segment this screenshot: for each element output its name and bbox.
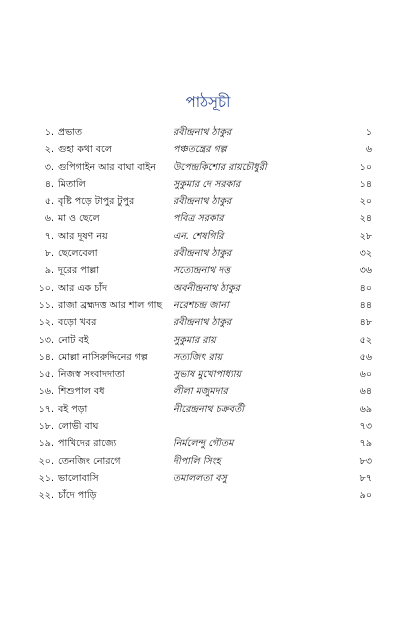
author-name: রবীন্দ্রনাথ ঠাকুর — [173, 248, 232, 260]
story-title: মিতালি — [58, 178, 86, 190]
toc-entry — [0, 435, 416, 452]
author-name: সুকুমার রায় — [173, 334, 216, 346]
story-title: গুপিগাইন আর বাঘা বাইন — [58, 161, 156, 173]
page-number: ৫২ — [359, 334, 372, 346]
toc-entry — [0, 141, 416, 158]
page-number: ২৪ — [359, 213, 372, 225]
author-name: সত্যেন্দ্রনাথ দত্ত — [173, 265, 231, 277]
story-title: পাখিদের রাজ্যে — [58, 438, 117, 450]
entry-number: ৭. — [44, 230, 54, 242]
author-name: সুভাষ মুখোপাধ্যায় — [173, 369, 242, 381]
entry-number: ৯. — [44, 265, 54, 277]
page-number: ৬৪ — [359, 386, 372, 398]
story-title: বই পড়া — [58, 403, 88, 415]
entry-number: ৫. — [44, 196, 54, 208]
entry-number: ১৭. — [38, 403, 54, 415]
author-name: রবীন্দ্রনাথ ঠাকুর — [173, 317, 232, 329]
entry-number: ১৫. — [38, 369, 54, 381]
author-name: এন. শেষগিরি — [173, 230, 224, 242]
entry-number: ২০. — [38, 455, 54, 467]
author-name: লীলা মজুমদার — [173, 386, 228, 398]
page-number: ৭৯ — [359, 438, 372, 450]
entry-number: ১৪. — [38, 351, 54, 363]
toc-entry — [0, 280, 416, 297]
entry-number: ২. — [44, 144, 54, 156]
story-title: ভালোবাসি — [58, 472, 99, 484]
author-name: নির্মলেন্দু গৌতম — [173, 438, 234, 450]
author-name: সত্যজিৎ রায় — [173, 351, 223, 363]
author-name: পঞ্চতন্ত্রের গল্প — [173, 144, 227, 156]
story-title: শিশুপাল বধ — [58, 386, 105, 398]
toc-entry — [0, 228, 416, 245]
entry-number: ১২. — [38, 317, 54, 329]
entry-number: ২১. — [38, 472, 54, 484]
page-number: ৪৪ — [359, 299, 372, 311]
page-number: ১০ — [359, 161, 372, 173]
toc-entry — [0, 124, 416, 141]
story-title: আর এক চাঁদ — [58, 282, 108, 294]
toc-entry — [0, 470, 416, 487]
entry-number: ৬. — [44, 213, 54, 225]
page-title: পাঠসূচী — [185, 93, 231, 111]
toc-entry — [0, 418, 416, 435]
entry-number: ১১. — [38, 299, 54, 311]
story-title: বড়ো খবর — [58, 317, 97, 329]
author-name: নীরেন্দ্রনাথ চক্রবর্তী — [173, 403, 244, 415]
story-title: মোল্লা নাসিরুদ্দিনের গল্প — [58, 351, 148, 363]
entry-number: ১৮. — [38, 421, 54, 433]
page-number: ৮৩ — [359, 455, 372, 467]
toc-entry — [0, 349, 416, 366]
page-number: ৬০ — [359, 369, 372, 381]
page-number: ৪৮ — [359, 317, 372, 329]
toc-entry — [0, 193, 416, 210]
page-number: ১ — [365, 127, 372, 138]
page-number: ৭৩ — [359, 421, 372, 433]
entry-number: ১. — [44, 127, 54, 138]
toc-entry — [0, 453, 416, 470]
entry-number: ৪. — [44, 178, 54, 190]
page-number: ৩৬ — [359, 265, 372, 277]
toc-entry — [0, 487, 416, 504]
toc-entry — [0, 332, 416, 349]
story-title: নোট বই — [58, 334, 89, 346]
entry-number: ১০. — [38, 282, 54, 294]
table-of-contents — [0, 124, 416, 505]
toc-entry — [0, 262, 416, 279]
author-name: সুকুমার দে সরকার — [173, 178, 241, 190]
entry-number: ১৬. — [38, 386, 54, 398]
story-title: তেনজিং নোরগে — [58, 455, 121, 467]
page-number: ৩২ — [359, 248, 372, 260]
entry-number: ২২. — [38, 490, 54, 502]
entry-number: ৩. — [44, 161, 54, 173]
author-name: রবীন্দ্রনাথ ঠাকুর — [173, 196, 232, 208]
story-title: প্রভাত — [58, 127, 83, 138]
story-title: মা ও ছেলে — [58, 213, 100, 225]
toc-entry — [0, 314, 416, 331]
page-number: ৪০ — [359, 282, 372, 294]
story-title: নিজস্ব সংবাদদাতা — [58, 369, 125, 381]
story-title: রাজা ব্রহ্মদত্ত আর শাল গাছ — [58, 299, 163, 311]
toc-entry — [0, 159, 416, 176]
story-title: দূরের পাল্লা — [58, 265, 99, 277]
story-title: লোভী বাঘ — [58, 421, 99, 433]
page-number: ৯০ — [359, 490, 372, 502]
story-title: বৃষ্টি পড়ে টাপুর টুপুর — [58, 196, 135, 208]
toc-entry — [0, 366, 416, 383]
author-name: রবীন্দ্রনাথ ঠাকুর — [173, 127, 232, 138]
author-name: উপেন্দ্রকিশোর রায়চৌধুরী — [173, 161, 267, 173]
page-number: ২০ — [359, 196, 372, 208]
story-title: চাঁদে পাড়ি — [58, 490, 97, 502]
toc-entry — [0, 176, 416, 193]
entry-number: ১৩. — [38, 334, 54, 346]
toc-entry — [0, 401, 416, 418]
author-name: অবনীন্দ্রনাথ ঠাকুর — [173, 282, 240, 294]
page-number: ১৪ — [359, 178, 372, 190]
toc-entry — [0, 245, 416, 262]
toc-entry — [0, 383, 416, 400]
page-number: ৮৭ — [359, 472, 372, 484]
author-name: নরেশচন্দ্র জানা — [173, 299, 229, 311]
story-title: গুহা কথা বলে — [58, 144, 112, 156]
page-number: ৬৯ — [359, 403, 372, 415]
page-number: ৫৬ — [359, 351, 372, 363]
page-number: ৬ — [365, 144, 372, 156]
entry-number: ৮. — [44, 248, 54, 260]
story-title: ছেলেবেলা — [58, 248, 98, 260]
author-name: তমাললতা বসু — [173, 472, 227, 484]
entry-number: ১৯. — [38, 438, 54, 450]
page-number: ২৮ — [359, 230, 372, 242]
author-name: দীপালি সিংহ — [173, 455, 221, 467]
author-name: পবিত্র সরকার — [173, 213, 224, 225]
story-title: আর দূষণ নয় — [58, 230, 108, 242]
toc-entry — [0, 297, 416, 314]
toc-entry — [0, 210, 416, 227]
